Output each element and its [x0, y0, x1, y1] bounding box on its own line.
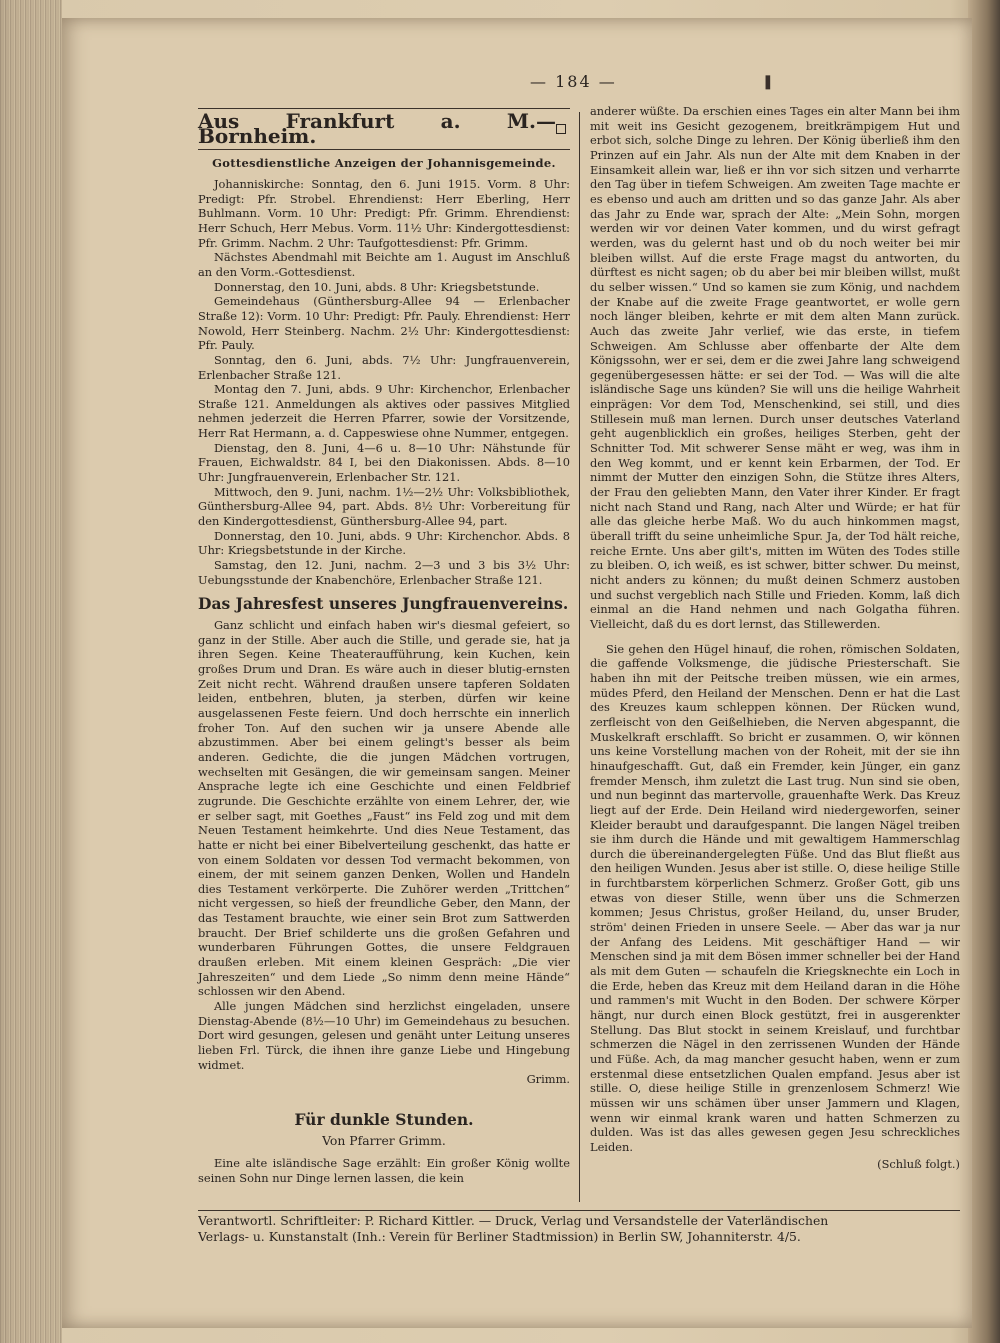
- announcement: Mittwoch, den 9. Juni, nachm. 1½—2½ Uhr: Volksbibliothek, Günthersburg-Allee 94, part. Abds. 8½ Uhr: Vorbereitung für den Kindergottesdienst, Günthersburg-Allee 94, part.: [198, 484, 570, 529]
- announcement: Johanniskirche: Sonntag, den 6. Juni 1915. Vorm. 8 Uhr: Predigt: Pfr. Strobel. Ehrendienst: Herr Eberling, Herr Buhlmann. Vorm. 10 Uhr: Predigt: Pfr. Grimm. Ehrendienst: Herr Schuch, Herr Mebus. Vorm. 11½ Uhr: Kindergottesdienst: Pfr. Grimm. Nachm. 2 Uhr: Taufgottesdienst: Pfr. Grimm.: [198, 176, 570, 250]
- article-title: Das Jahresfest unseres Jungfrauenvereins.: [198, 594, 569, 614]
- imprint-line: Verantwortl. Schriftleiter: P. Richard Kittler. — Druck, Verlag und Versandstelle der Vaterländischen: [198, 1213, 829, 1228]
- page-title: Aus Frankfurt a. M.—Bornheim.: [198, 109, 556, 148]
- page-mark: ❚: [762, 74, 774, 90]
- article-paragraph: Alle jungen Mädchen sind herzlichst eingeladen, unsere Dienstag-Abende (8½—10 Uhr) im Gemeindehaus zu besuchen. Dort wird gesungen, gelesen und genäht unter Leitung unseres lieben Frl. Türck, die ihnen ihre ganze Liebe und Hingebung widmet.: [198, 999, 570, 1072]
- article-paragraph: Ganz schlicht und einfach haben wir's diesmal gefeiert, so ganz in der Stille. Aber auch die Stille, und gerade sie, hat ja ihren Segen. Keine Theateraufführung, kein Kuchen, kein großes Drum und Dran. Es wäre auch in dieser blutig-ernsten Zeit nicht recht. Während draußen unsere tapferen Soldaten leiden, entbehren, bluten, ja sterben, dürfen wir keine ausgelassenen Feste feiern. Und doch herrschte ein innerlich froher Ton. Auf den suchen wir ja unsere Abende alle abzustimmen. Aber bei einem gelingt's besser als beim anderen. Gedichte, die die jungen Mädchen vortrugen, wechselten mit Gesängen, die wir gemeinsam sangen. Meiner Ansprache legte ich eine Geschichte und einen Feldbrief zugrunde. Die Geschichte erzählte von einem Lehrer, der, wie er selber sagt, mit Goethes „Faust“ ins Feld zog und mit dem Neuen Testament heimkehrte. Und dies Neue Testament, das hatte er nicht bei einer Bibelverteilung geschenkt, das hatte er von einem Soldaten vor dessen Tod vermacht bekommen, von einem, der mit seinem ganzen Denken, Wollen und Handeln dies Testament verkörperte. Die Zuhörer werden „Trittchen“ nicht vergessen, so hieß der freundliche Geber, den Mann, der das Testament brauchte, wie einer sein Brot zum Sattwerden braucht. Der Brief schilderte uns die großen Gefahren und wunderbaren Führungen Gottes, die unsere Feldgrauen draußen erleben. Mit einem kleinen Gespräch: „Die vier Jahreszeiten“ und dem Liede „So nimm denn meine Hände“ schlossen wir den Abend.: [198, 618, 570, 999]
- announcement: Dienstag, den 8. Juni, 4—6 u. 8—10 Uhr: Nähstunde für Frauen, Eichwaldstr. 84 I, bei den Diakonissen. Abds. 8—10 Uhr: Jungfrauenverein, Erlenbacher Str. 121.: [198, 440, 570, 485]
- announcement: Nächstes Abendmahl mit Beichte am 1. August im Anschluß an den Vorm.-Gottesdienst.: [198, 250, 570, 279]
- page-edges-left: [0, 0, 62, 1343]
- announcement: Donnerstag, den 10. Juni, abds. 8 Uhr: Kriegsbetstunde.: [213, 279, 540, 294]
- book-spine-shadow: [968, 0, 1000, 1343]
- right-column: [590, 104, 960, 1171]
- article-paragraph: anderer wüßte. Da erschien eines Tages ein alter Mann bei ihm mit weit ins Gesicht gezogenem, breitkrämpigem Hut und erbot sich, solche Dinge zu lehren. Der König überließ ihm den Prinzen auf ein Jahr. Als nun der Alte mit dem Knaben in der Einsamkeit allein war, ließ er ihn vor sich sitzen und verharrte den Tag über in tiefem Schweigen. Am zweiten Tage machte er es ebenso und auch am dritten und so das ganze Jahr. Als aber das Jahr zu Ende war, sprach der Alte: „Mein Sohn, morgen werden wir vor deinen Vater kommen, und du wirst gefragt werden, was du gelernt hast und ob du noch weiter bei mir bleiben willst. Auf die erste Frage magst du antworten, du dürftest es nicht sagen; ob du aber bei mir bleiben willst, mußt du selber wissen.“ Und so kamen sie zum König, und nachdem der Knabe auf die zweite Frage geantwortet, er wolle gern noch länger bleiben, kehrte er mit dem alten Mann zurück. Auch das zweite Jahr verlief, wie das erste, in tiefem Schweigen. Am Schlusse aber offenbarte der Alte dem Königssohn, wer er sei, dem er die zwei Jahre lang schweigend gegenübergesessen hätte: er sei der Tod. — Was will die alte isländische Sage uns künden? Sie will uns die heilige Wahrheit einprägen: Vor dem Tod, Menschenkind, sei still, und dies Stillesein muß man lernen. Durch unser deutsches Vaterland geht augenblicklich ein großes, heiliges Sterben, geht der Schnitter Tod. Mit schwerer Sense mäht er weg, was ihm in den Weg kommt, und er kennt kein Erbarmen, der Tod. Er nimmt der Mutter den einzigen Sohn, die Stütze ihres Alters, der Frau den geliebten Mann, den Vater ihrer Kinder. Er fragt nicht nach Stand und Rang, nach Alter und Würde; er hat für alle das gleiche herbe Maß. Wo du auch hinkommen magst, überall trifft du seine unheimliche Spur. Ja, der Tod hält reiche, reiche Ernte. Uns aber gilt's, mitten im Wüten des Todes stille zu bleiben. O, ich weiß, es ist schwer, bitter schwer. Du meinst, nicht anders zu können; du mußt deinen Schmerz austoben und suchst vergeblich nach Stille und Frieden. Komm, laß dich einmal an die Hand nehmen und nach Golgatha führen. Vielleicht, daß du es dort lernst, das Stillewerden.: [590, 104, 960, 631]
- to-be-continued: (Schluß folgt.): [877, 1156, 960, 1171]
- announcement: Donnerstag, den 10. Juni, abds. 9 Uhr: Kirchenchor. Abds. 8 Uhr: Kriegsbetstunde in der Kirche.: [198, 528, 570, 558]
- title-rule: [198, 149, 570, 150]
- section-header: [198, 109, 570, 148]
- article-paragraph: Eine alte isländische Sage erzählt: Ein großer König wollte seinen Sohn nur Dinge lernen lassen, die kein: [198, 1156, 570, 1185]
- announcement: Montag den 7. Juni, abds. 9 Uhr: Kirchenchor, Erlenbacher Straße 121. Anmeldungen als aktives oder passives Mitglied nehmen jederzeit die Herren Pfarrer, sowie der Vorsitzende, Herr Rat Hermann, a. d. Cappeswiese ohne Nummer, entgegen.: [198, 382, 570, 441]
- announcement: Gemeindehaus (Günthersburg-Allee 94 — Erlenbacher Straße 12): Vorm. 10 Uhr: Predigt: Pfr. Pauly. Ehrendienst: Herr Nowold, Herr Steinberg. Nachm. 2½ Uhr: Kindergottesdienst: Pfr. Pauly.: [198, 294, 570, 353]
- left-column: [198, 108, 570, 1186]
- imprint-line: Verlags- u. Kunstanstalt (Inh.: Verein für Berliner Stadtmission) in Berlin SW, Johanniterstr. 4/5.: [198, 1229, 801, 1244]
- page-number: — 184 —: [530, 72, 617, 91]
- announcement: Samstag, den 12. Juni, nachm. 2—3 und 3 bis 3½ Uhr: Uebungsstunde der Knabenchöre, Erlenbacher Straße 121.: [198, 558, 570, 587]
- article-signature: Grimm.: [526, 1072, 570, 1087]
- article-title: Für dunkle Stunden.: [294, 1110, 474, 1129]
- imprint-footer: [198, 1210, 960, 1245]
- announcements-subheading: Gottesdienstliche Anzeigen der Johannisgemeinde.: [212, 156, 556, 171]
- column-divider: [579, 112, 580, 1202]
- announcement: Sonntag, den 6. Juni, abds. 7½ Uhr: Jungfrauenverein, Erlenbacher Straße 121.: [198, 352, 570, 382]
- article-byline: Von Pfarrer Grimm.: [322, 1132, 446, 1148]
- square-ornament-icon: [556, 124, 566, 134]
- article-paragraph: Sie gehen den Hügel hinauf, die rohen, römischen Soldaten, die gaffende Volksmenge, die jüdische Priesterschaft. Sie haben ihn mit der Peitsche treiben müssen, wie ein armes, müdes Pferd, den Heiland der Menschen. Denn er hat die Last des Kreuzes kaum schleppen können. Der Rücken wund, zerfleischt von den Geißelhieben, die Nerven abgespannt, die Muskelkraft erschlafft. So bricht er zusammen. O, wir können uns keine Vorstellung machen von der Roheit, mit der sie ihn hinaufgeschafft. Gut, daß ein Fremder, kein Jünger, ein ganz fremder Mensch, ihm zuletzt die Last trug. Nun sind sie oben, und nun beginnt das martervolle, grauenhafte Werk. Das Kreuz liegt auf der Erde. Dein Heiland wird niedergeworfen, seiner Kleider beraubt und daraufgespannt. Die langen Nägel treiben sie ihm durch die Hände und mit gewaltigem Hammerschlag durch die übereinandergelegten Füße. Und das Blut fließt aus den heiligen Wunden. Jesus aber ist stille. O, diese heilige Stille in furchtbarstem körperlichen Schmerz. Großer Gott, gib uns etwas von dieser Stille, wenn über uns die Schmerzen kommen; Jesus Christus, großer Heiland, du, unser Bruder, ström' deinen Frieden in unsere Seele. — Aber das war ja nur der Anfang des Leidens. Mit geschäftiger Hand — wir Menschen sind ja mit dem Bösen immer schneller bei der Hand als mit dem Guten — schaufeln die Kriegsknechte ein Loch in die Erde, heben das Kreuz mit dem Heiland daran in die Höhe und rammen's mit Wucht in den Boden. Der schwere Körper hängt, nur durch einen Block gestützt, frei in ausgerenkter Stellung. Das Blut stockt in seinem Kreislauf, und furchtbar schmerzen die Nägel in den zerrissenen Wunden der Hände und Füße. Ach, da mag mancher gesucht haben, wenn er zum erstenmal diese entsetzlichen Qualen empfand. Jesus aber ist stille. O, diese heilige Stille in grenzenlosem Schmerz! Wie müssen wir uns schämen über unser Jammern und Klagen, wenn wir einmal krank waren und hatten Schmerzen zu dulden. Was ist das alles gewesen gegen Jesu schreckliches Leiden.: [590, 641, 960, 1154]
